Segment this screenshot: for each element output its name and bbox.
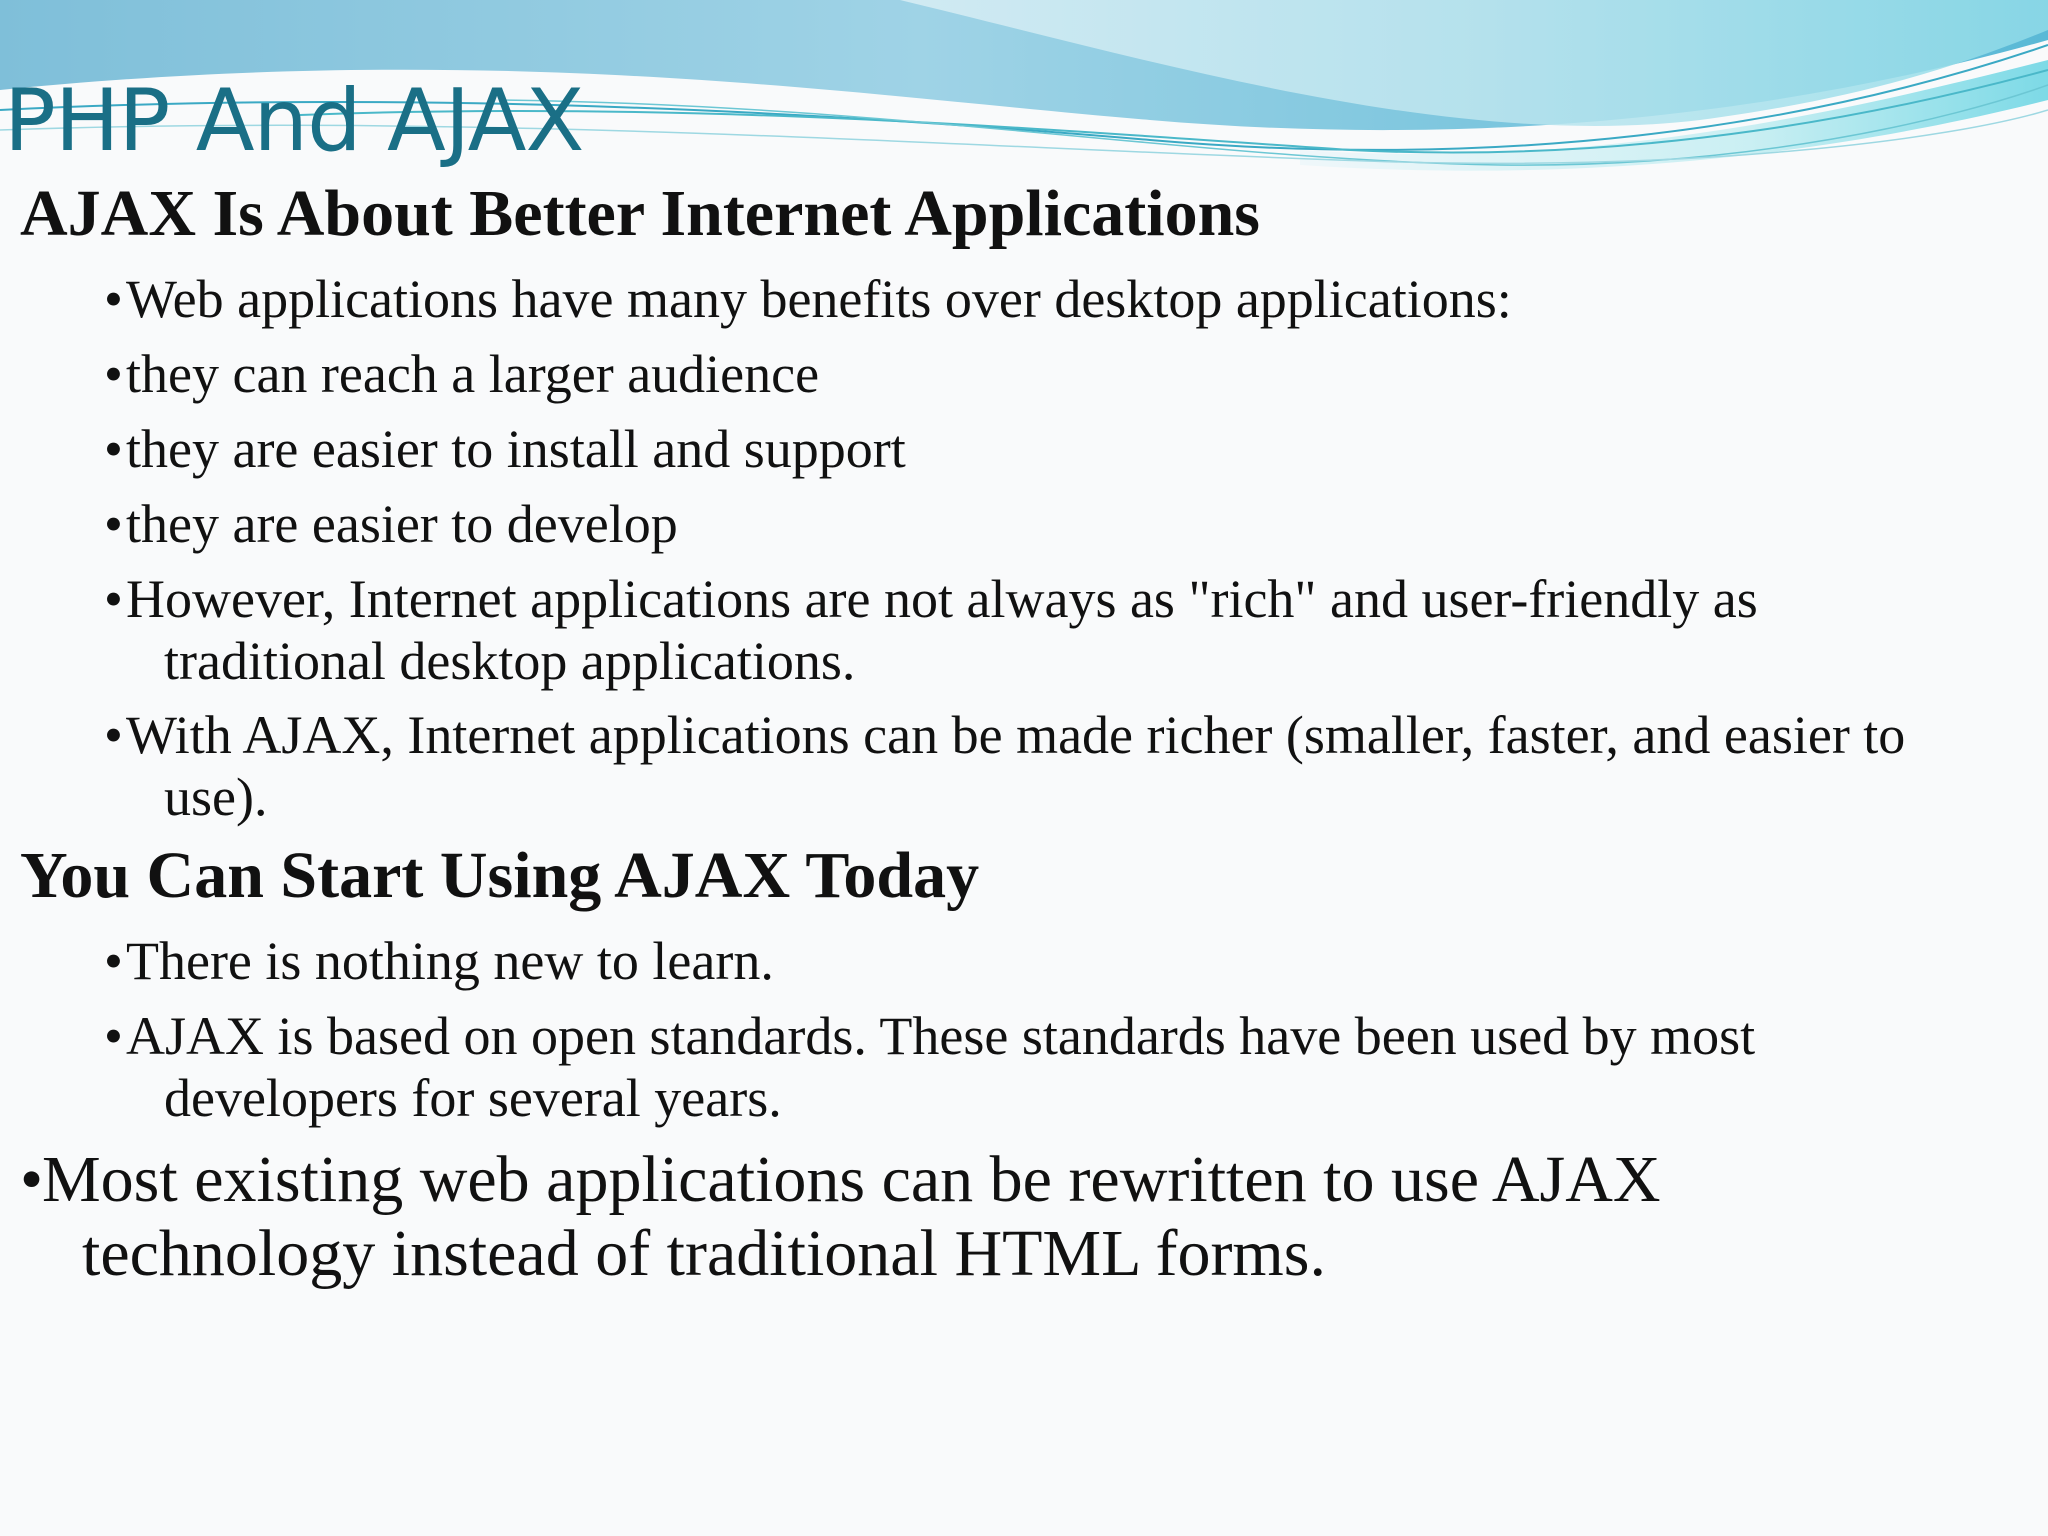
bullet-dot: • xyxy=(104,569,123,629)
bullet-item xyxy=(104,418,1924,480)
bullet-dot: • xyxy=(104,269,123,329)
bullet-dot: • xyxy=(104,419,123,479)
bullet-item xyxy=(104,704,1924,828)
bullet-text: However, Internet applications are not always as "rich" and user-friendly as traditional desktop applications. xyxy=(126,569,1758,691)
bullet-dot: • xyxy=(104,494,123,554)
section-heading-better-apps: AJAX Is About Better Internet Applications xyxy=(20,177,1260,250)
section-heading-start-today: You Can Start Using AJAX Today xyxy=(20,839,980,912)
bullet-dot: • xyxy=(104,705,123,765)
bullet-item xyxy=(104,1005,1924,1129)
bullet-text: Web applications have many benefits over desktop applications: xyxy=(126,269,1512,329)
bullet-text: There is nothing new to learn. xyxy=(126,931,774,991)
slide-title: PHP And AJAX xyxy=(4,71,584,171)
bullet-item xyxy=(104,493,1924,555)
bullet-item xyxy=(104,930,1924,992)
bullet-text: they are easier to install and support xyxy=(126,419,906,479)
bullet-text: AJAX is based on open standards. These standards have been used by most developers for several years. xyxy=(126,1006,1756,1128)
bullet-dot: • xyxy=(104,344,123,404)
bullet-dot: • xyxy=(104,931,123,991)
bullet-text: With AJAX, Internet applications can be made richer (smaller, faster, and easier to use). xyxy=(126,705,1906,827)
bullet-text: they are easier to develop xyxy=(126,494,678,554)
bullet-dot: • xyxy=(104,1006,123,1066)
bullet-dot: • xyxy=(20,1143,44,1216)
bullet-item xyxy=(104,343,1924,405)
bullet-text: they can reach a larger audience xyxy=(126,344,820,404)
bullet-text: Most existing web applications can be rewritten to use AJAX technology instead of traditional HTML forms. xyxy=(42,1143,1661,1290)
bullet-item xyxy=(104,568,1844,692)
bullet-item-large xyxy=(20,1143,1922,1291)
bullet-item xyxy=(104,268,1924,330)
